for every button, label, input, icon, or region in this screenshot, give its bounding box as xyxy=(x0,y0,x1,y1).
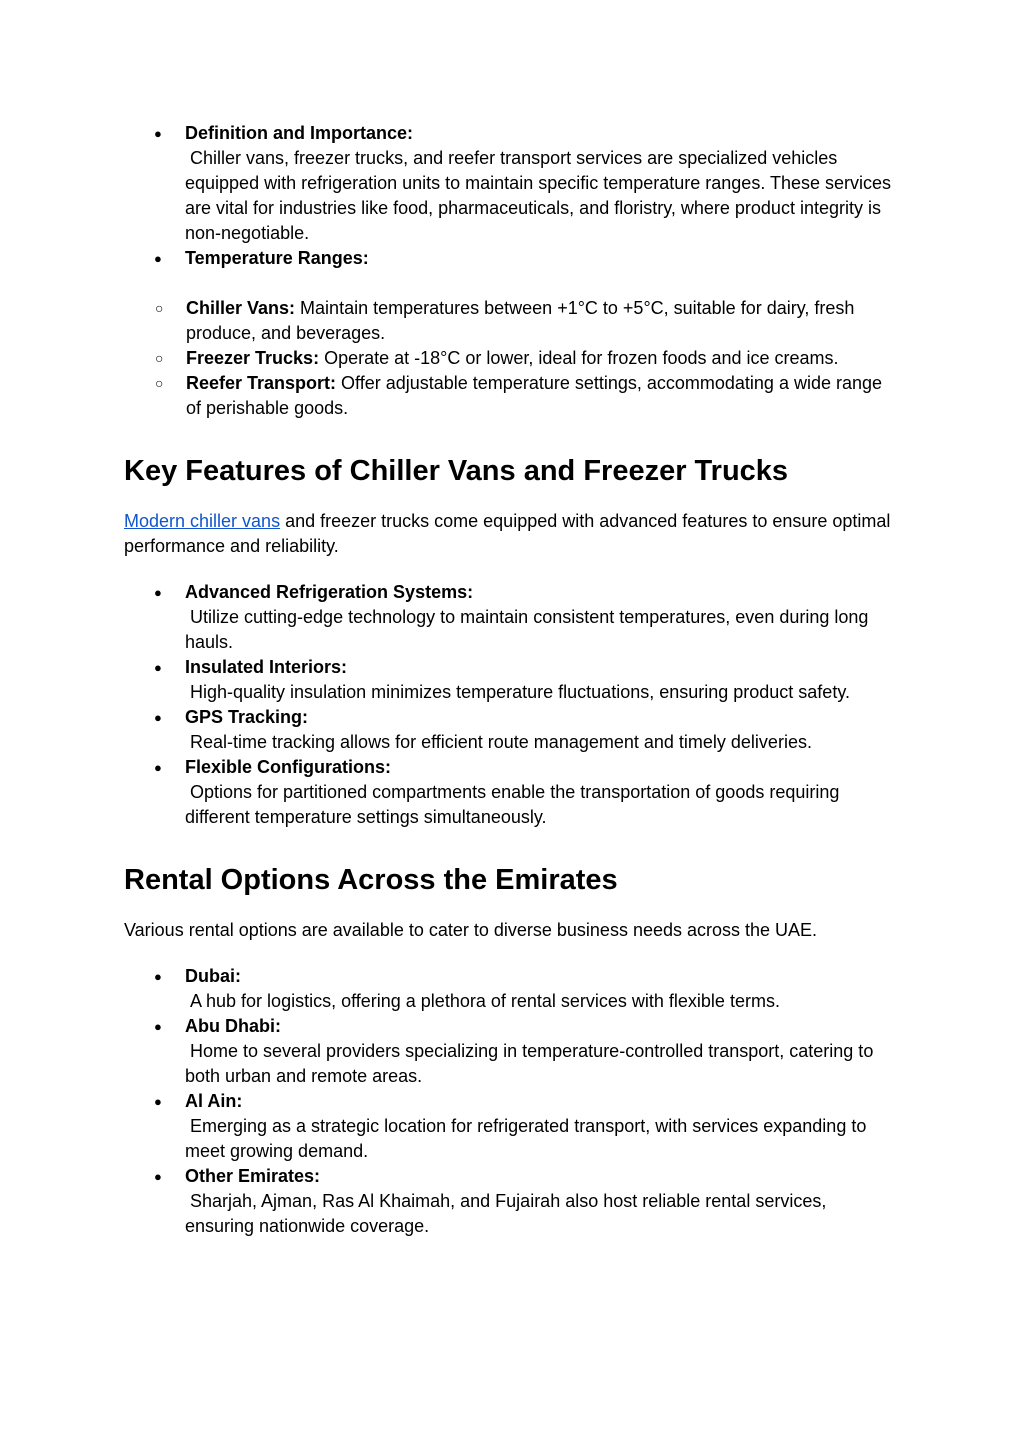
item-description: Sharjah, Ajman, Ras Al Khaimah, and Fujairah also host reliable rental services, ensuring nationwide coverage. xyxy=(185,1191,827,1236)
list-item-abu-dhabi xyxy=(124,1014,894,1089)
list-item-other-emirates xyxy=(124,1164,894,1239)
list-item xyxy=(124,755,894,830)
rental-intro: Various rental options are available to cater to diverse business needs across the UAE. xyxy=(124,920,818,940)
item-description: High-quality insulation minimizes temperature fluctuations, ensuring product safety. xyxy=(190,682,850,702)
item-term: Freezer Trucks: xyxy=(186,348,320,368)
item-description: Maintain temperatures between +1°C to +5°C, suitable for dairy, fresh produce, and beverages. xyxy=(186,298,855,343)
item-term: ● GPS Tracking: xyxy=(185,707,309,727)
item-term: ● Abu Dhabi: xyxy=(185,1016,281,1036)
intro-list xyxy=(124,121,894,296)
item-description: Utilize cutting-edge technology to maintain consistent temperatures, even during long hauls. xyxy=(185,607,869,652)
intro-text: and freezer trucks come equipped with advanced features to ensure optimal performance and reliability. xyxy=(124,511,891,556)
item-term: ● Al Ain: xyxy=(185,1091,243,1111)
modern-chiller-vans-link[interactable]: Modern chiller vans xyxy=(124,511,281,531)
item-term: ● Definition and Importance: xyxy=(185,123,414,143)
sub-list-item-reefer-transport xyxy=(124,371,894,421)
list-item-dubai xyxy=(124,964,894,1014)
item-term: ● Insulated Interiors: xyxy=(185,657,348,677)
item-term: ● Flexible Configurations: xyxy=(185,757,392,777)
item-term: ● Dubai: xyxy=(185,966,241,986)
temperature-ranges-list xyxy=(124,296,894,421)
item-description: Chiller vans, freezer trucks, and reefer transport services are specialized vehicles equipped with refrigeration units to maintain specific temperature ranges. These services are vital for industries like food, pharmaceuticals, and floristry, where product integrity is non-negotiable. xyxy=(185,148,892,243)
item-description: Emerging as a strategic location for refrigerated transport, with services expanding to meet growing demand. xyxy=(185,1116,867,1161)
sub-list-item-freezer-trucks xyxy=(124,346,894,371)
rental-options-list xyxy=(124,964,894,1239)
list-item xyxy=(124,655,894,705)
item-term: Reefer Transport: xyxy=(186,373,337,393)
key-features-list xyxy=(124,580,894,830)
list-item xyxy=(124,580,894,655)
item-description: Operate at -18°C or lower, ideal for frozen foods and ice creams. xyxy=(319,348,839,368)
item-term: ● Temperature Ranges: xyxy=(185,248,369,268)
sub-list-item-chiller-vans xyxy=(124,296,894,346)
key-features-intro xyxy=(124,509,894,559)
item-term: ● Other Emirates: xyxy=(185,1166,321,1186)
item-term: ● Advanced Refrigeration Systems: xyxy=(185,582,474,602)
list-item-definition xyxy=(124,121,894,246)
list-item-al-ain xyxy=(124,1089,894,1164)
key-features-heading: Key Features of Chiller Vans and Freezer Trucks xyxy=(124,455,789,487)
document-page xyxy=(124,121,894,1239)
list-item-temperature-ranges xyxy=(124,246,894,296)
item-description: A hub for logistics, offering a plethora of rental services with flexible terms. xyxy=(190,991,780,1011)
rental-options-heading: Rental Options Across the Emirates xyxy=(124,864,618,896)
item-description: Home to several providers specializing in temperature-controlled transport, catering to both urban and remote areas. xyxy=(185,1041,874,1086)
item-term: Chiller Vans: xyxy=(186,298,296,318)
item-description: Real-time tracking allows for efficient route management and timely deliveries. xyxy=(190,732,812,752)
item-description: Offer adjustable temperature settings, accommodating a wide range of perishable goods. xyxy=(186,373,883,418)
list-item xyxy=(124,705,894,755)
item-description: Options for partitioned compartments enable the transportation of goods requiring different temperature settings simultaneously. xyxy=(185,782,840,827)
